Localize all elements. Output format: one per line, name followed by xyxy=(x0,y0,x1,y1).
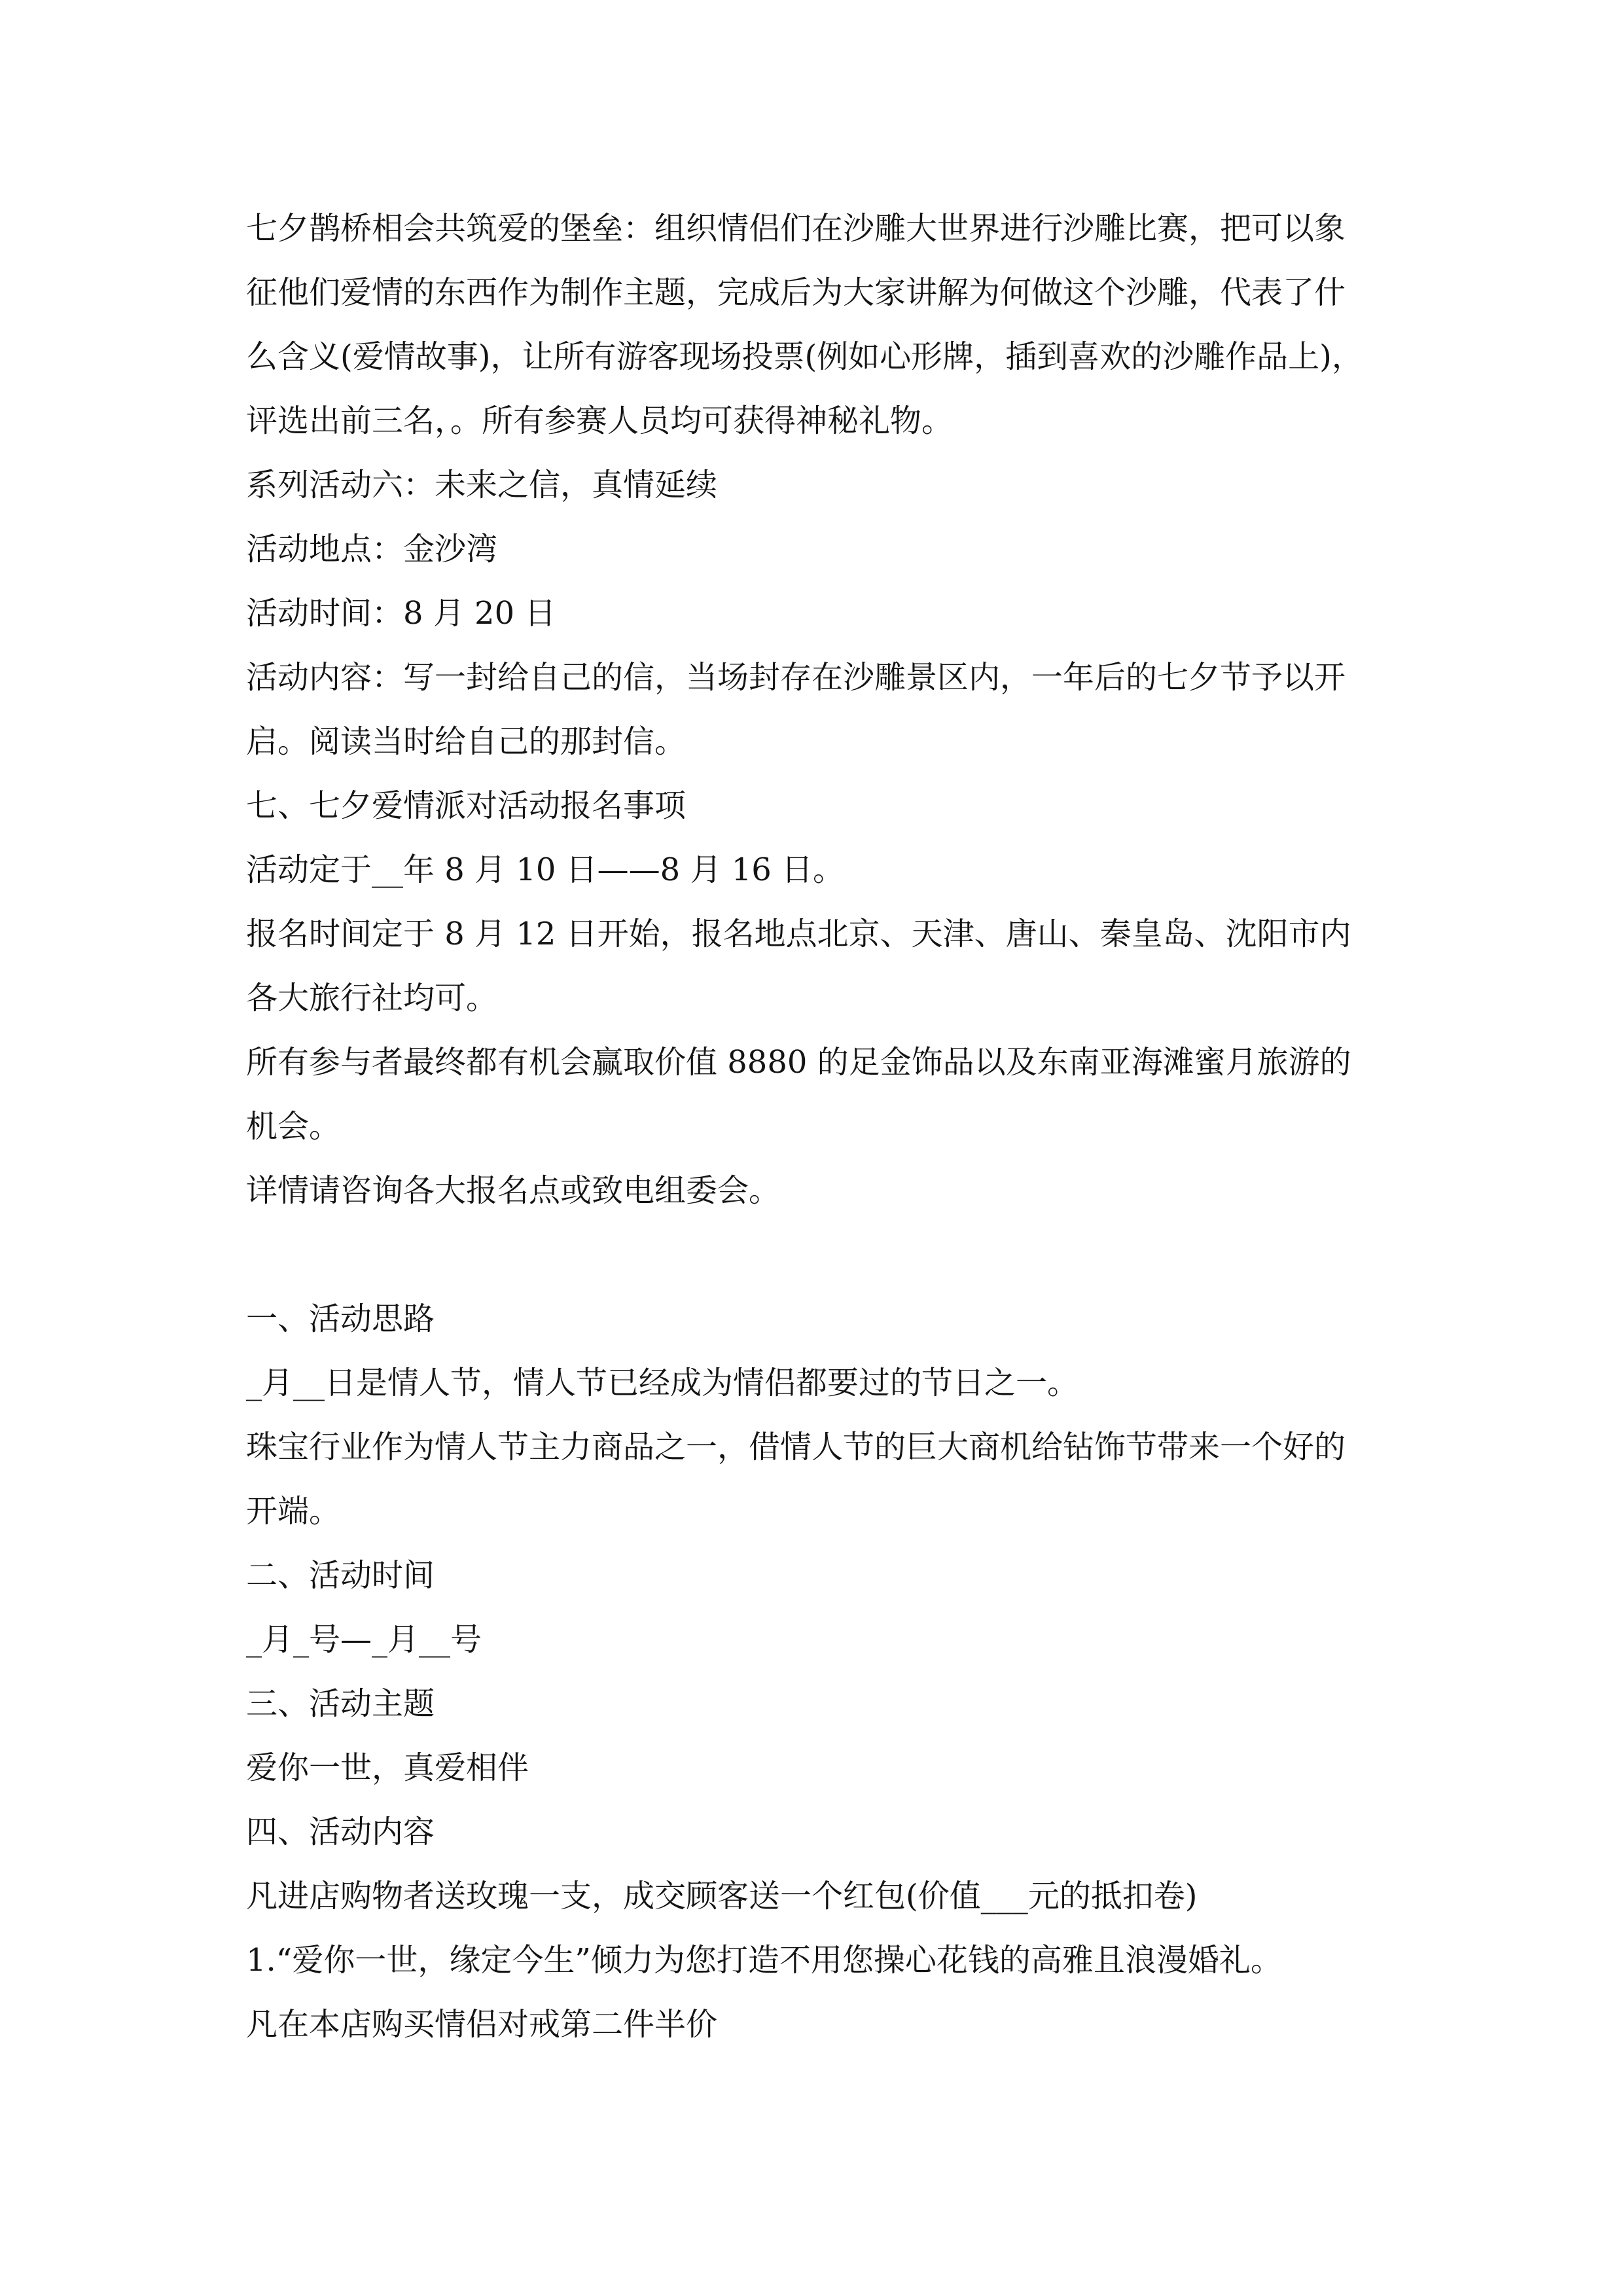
text-line: 评选出前三名，。所有参赛人员均可获得神秘礼物。 xyxy=(246,403,954,439)
text-line: 七夕鹊桥相会共筑爱的堡垒：组织情侣们在沙雕大世界进行沙雕比赛，把可以象 xyxy=(246,210,1346,247)
section-heading: 二、活动时间 xyxy=(246,1557,435,1594)
text-line: 爱你一世，真爱相伴 xyxy=(246,1749,529,1786)
text-line: 活动内容：写一封给自己的信，当场封存在沙雕景区内，一年后的七夕节予以开 xyxy=(246,659,1346,696)
section-heading: 三、活动主题 xyxy=(246,1685,435,1722)
blank-line xyxy=(246,1223,1424,1287)
text-line: _月__日是情人节，情人节已经成为情侣都要过的节日之一。 xyxy=(246,1365,1079,1401)
text-line: 么含义(爱情故事)，让所有游客现场投票(例如心形牌，插到喜欢的沙雕作品上)， xyxy=(246,338,1363,375)
text-line: 所有参与者最终都有机会赢取价值 8880 的足金饰品以及东南亚海滩蜜月旅游的 xyxy=(246,1044,1351,1081)
text-line: 启。阅读当时给自己的那封信。 xyxy=(246,723,687,760)
text-line: 详情请咨询各大报名点或致电组委会。 xyxy=(246,1172,781,1209)
text-line: 报名时间定于 8 月 12 日开始，报名地点北京、天津、唐山、秦皇岛、沈阳市内 xyxy=(246,916,1351,952)
text-line: 活动地点：金沙湾 xyxy=(246,531,498,567)
section-heading: 系列活动六：未来之信，真情延续 xyxy=(246,467,718,503)
text-line: _月_号—_月__号 xyxy=(246,1621,482,1658)
section-heading: 七、七夕爱情派对活动报名事项 xyxy=(246,787,687,824)
text-line: 1.“爱你一世，缘定今生”倾力为您打造不用您操心花钱的高雅且浪漫婚礼。 xyxy=(246,1942,1282,1979)
text-line: 凡在本店购买情侣对戒第二件半价 xyxy=(246,2006,718,2043)
section-heading: 四、活动内容 xyxy=(246,1814,435,1850)
text-line: 开端。 xyxy=(246,1493,341,1530)
text-line: 活动定于__年 8 月 10 日——8 月 16 日。 xyxy=(246,852,845,888)
text-line: 珠宝行业作为情人节主力商品之一，借情人节的巨大商机给钻饰节带来一个好的 xyxy=(246,1429,1346,1465)
text-line: 各大旅行社均可。 xyxy=(246,980,498,1016)
section-heading: 一、活动思路 xyxy=(246,1300,435,1337)
text-line: 征他们爱情的东西作为制作主题，完成后为大家讲解为何做这个沙雕，代表了什 xyxy=(246,274,1346,311)
text-line: 机会。 xyxy=(246,1108,341,1145)
text-line: 凡进店购物者送玫瑰一支，成交顾客送一个红包(价值___元的抵扣卷) xyxy=(246,1878,1198,1914)
text-line: 活动时间：8 月 20 日 xyxy=(246,595,556,632)
document-body xyxy=(246,196,1424,2056)
